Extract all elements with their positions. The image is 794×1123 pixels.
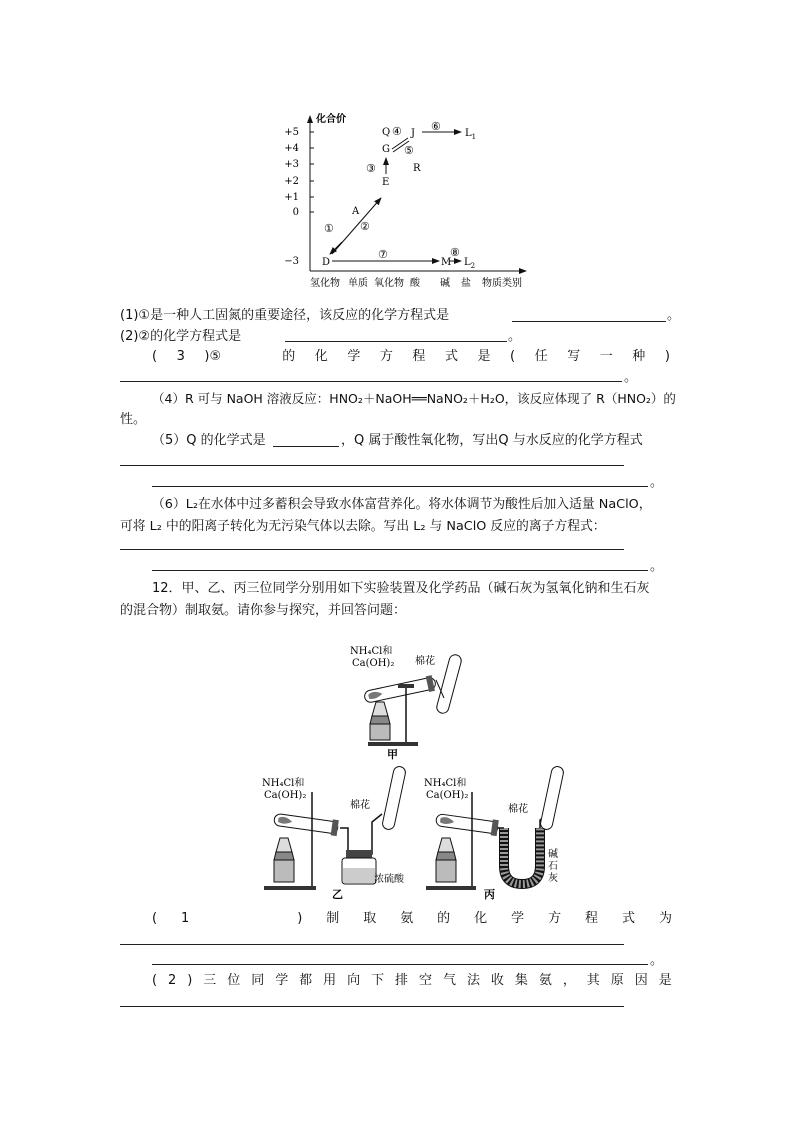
yi-reagent-line2: Ca(OH)₂ <box>264 790 307 801</box>
apparatus-bing <box>418 762 578 902</box>
p2-c13: 气 <box>442 973 456 988</box>
point-J: J <box>411 128 416 139</box>
tick-p1: +1 <box>284 192 299 203</box>
p2-c14: 法 <box>466 973 480 988</box>
target-L1: $L_1$ <box>465 128 477 141</box>
p1-c4: 取 <box>363 911 377 926</box>
p2-c9: 向 <box>347 973 361 988</box>
tick-m3: −3 <box>284 256 299 267</box>
yi-alcohol-lamp <box>274 838 294 882</box>
bing-reagent-line2: Ca(OH)₂ <box>426 790 469 801</box>
x-axis-label: 物质类别 <box>482 278 522 289</box>
yi-label: 乙 <box>332 888 343 901</box>
edge-label-7: ⑦ <box>378 248 388 261</box>
p1-c3: 制 <box>326 911 340 926</box>
question-3 <box>152 348 670 366</box>
p2-c20: 原 <box>610 973 624 988</box>
y-ticks <box>284 127 299 267</box>
p2-c22: 是 <box>658 973 672 988</box>
apparatus-yi <box>258 762 430 902</box>
question-2-text: (2)②的化学方程式是 <box>120 329 242 344</box>
point-E: E <box>382 177 390 188</box>
bing-label: 丙 <box>484 888 495 901</box>
lime-char-1: 碱 <box>548 849 558 860</box>
answer-blank-p1a[interactable] <box>120 944 624 945</box>
p2-c15: 收 <box>490 973 504 988</box>
answer-blank-3[interactable] <box>120 381 622 382</box>
p1-c5: 氨 <box>400 911 414 926</box>
yi-acid-bottle <box>342 850 376 884</box>
p2-c18: ， <box>562 973 576 988</box>
question-3-end: 。 <box>624 370 638 385</box>
answer-blank-6b[interactable] <box>152 570 648 571</box>
p2-c10: 下 <box>371 973 385 988</box>
cat-salt: 盐 <box>461 278 471 289</box>
edge-label-5: ⑤ <box>404 144 414 157</box>
edge-label-8: ⑧ <box>450 246 460 259</box>
q3-c4: 化 <box>314 349 328 364</box>
bing-collect-tube <box>539 765 564 830</box>
question-6-line2: 可将 L₂ 中的阳离子转化为无污染气体以去除。写出 L₂ 与 NaClO 反应的离子方程式： <box>120 519 606 534</box>
edge-label-2: ② <box>360 220 370 233</box>
bing-lime-label <box>548 847 561 884</box>
p2-c2: ) <box>187 973 193 988</box>
cat-base: 碱 <box>440 278 450 289</box>
jia-label: 甲 <box>387 748 398 760</box>
q3-c15: ) <box>664 349 670 364</box>
edge-label-6: ⑥ <box>431 120 441 133</box>
bing-reagent-line1: NH₄Cl和 <box>424 778 467 789</box>
question-5-end: 。 <box>650 475 664 490</box>
answer-blank-6a[interactable] <box>120 549 624 550</box>
yi-acid-label: 浓硫酸 <box>374 874 404 885</box>
question-1-text: (1)①是一种人工固氮的重要途径，该反应的化学方程式是 <box>120 308 450 323</box>
question-5-text: （5）Q 的化学式是 <box>152 433 266 448</box>
part-1-question <box>152 910 672 928</box>
tick-0: 0 <box>292 207 299 218</box>
p2-c16: 集 <box>514 973 528 988</box>
edge-label-3: ③ <box>366 162 376 175</box>
p1-c9: 方 <box>548 911 562 926</box>
p2-c12: 空 <box>419 973 433 988</box>
answer-blank-p2[interactable] <box>120 1006 624 1007</box>
target-L2: $L_2$ <box>464 257 476 270</box>
answer-blank-1[interactable] <box>512 321 666 322</box>
question-1 <box>120 307 449 325</box>
p1-c10: 程 <box>585 911 599 926</box>
question-6-end: 。 <box>650 559 664 574</box>
answer-blank-2[interactable] <box>285 341 507 342</box>
q3-c2: )⑤ <box>204 349 222 364</box>
edge-label-1: ① <box>324 222 334 235</box>
p2-c19: 其 <box>586 973 600 988</box>
answer-blank-5b[interactable] <box>120 465 624 466</box>
point-G: G <box>382 144 390 155</box>
bing-alcohol-lamp <box>436 838 456 882</box>
point-M: M <box>441 257 452 268</box>
question-2 <box>120 328 241 346</box>
question-6-line1: （6）L₂在水体中过多蓄积会导致水体富营养化。将水体调节为酸性后加入适量 NaClO， <box>152 497 652 512</box>
p2-c11: 排 <box>395 973 409 988</box>
bing-u-tube <box>504 828 540 884</box>
p2-c3: 三 <box>203 973 217 988</box>
lime-char-2: 石 <box>548 861 558 872</box>
question-4-line1: （4）R 可与 NaOH 溶液反应：HNO₂＋NaOH══NaNO₂＋H₂O，该反应体现了 R（HNO₂）的 <box>152 391 676 406</box>
answer-blank-5c[interactable] <box>152 486 648 487</box>
p1-c1: 1 <box>181 911 190 926</box>
part-2-question <box>152 972 672 990</box>
p2-c8: 用 <box>323 973 337 988</box>
question-5-mid: ，Q 属于酸性氧化物，写出Q 与水反应的化学方程式 <box>341 433 643 448</box>
question-2-end: 。 <box>508 329 522 344</box>
q3-c12: 写 <box>567 349 581 364</box>
cat-acid: 酸 <box>410 278 420 289</box>
q3-c8: 式 <box>444 349 458 364</box>
tick-p2: +2 <box>284 176 299 187</box>
q3-c11: 任 <box>534 349 548 364</box>
yi-test-tube <box>273 811 339 836</box>
p2-c0: ( <box>152 973 158 988</box>
p2-c4: 位 <box>227 973 241 988</box>
question-4-line2: 性。 <box>120 412 147 427</box>
valence-diagram <box>280 108 550 293</box>
q3-c10: ( <box>510 349 516 364</box>
q3-c13: 一 <box>599 349 613 364</box>
lime-char-3: 灰 <box>548 873 558 884</box>
jia-reagent-line2: Ca(OH)₂ <box>352 658 395 669</box>
question-12-line1: 12．甲、乙、丙三位同学分别用如下实验装置及化学药品（碱石灰为氢氧化钠和生石灰 <box>152 581 650 596</box>
p1-c12: 为 <box>658 911 672 926</box>
p1-c11: 式 <box>622 911 636 926</box>
p1-c7: 化 <box>474 911 488 926</box>
point-A: A <box>352 206 360 217</box>
p2-c7: 都 <box>299 973 313 988</box>
point-D: D <box>322 257 331 268</box>
q3-c6: 方 <box>379 349 393 364</box>
cat-hydride: 氢化物 <box>310 278 340 289</box>
point-R: R <box>413 163 421 174</box>
tick-p3: +3 <box>284 159 299 170</box>
p2-c6: 学 <box>275 973 289 988</box>
jia-test-tube <box>363 675 437 706</box>
question-12-line2: 的混合物）制取氨。请你参与探究，并回答问题： <box>120 603 407 618</box>
edge-label-4: ④ <box>392 125 402 138</box>
tick-p5: +5 <box>284 127 299 138</box>
p2-c17: 氨 <box>538 973 552 988</box>
x-categories <box>310 276 522 289</box>
yi-cotton-label: 棉花 <box>350 800 370 811</box>
p1-c6: 的 <box>437 911 451 926</box>
q3-c3: 的 <box>282 349 296 364</box>
arrow-D-to-A <box>330 242 342 254</box>
q3-c14: 种 <box>632 349 646 364</box>
p1-c2: ) <box>297 911 303 926</box>
q3-c5: 学 <box>347 349 361 364</box>
jia-reagent-line1: NH₄Cl和 <box>350 646 393 657</box>
cat-oxide: 氧化物 <box>374 278 404 289</box>
part-1-end: 。 <box>650 953 664 968</box>
question-5 <box>152 432 266 450</box>
p2-c1: 2 <box>168 973 177 988</box>
q3-c9: 是 <box>477 349 491 364</box>
q3-c7: 程 <box>412 349 426 364</box>
yi-reagent-line1: NH₄Cl和 <box>262 778 305 789</box>
bing-test-tube <box>435 812 499 836</box>
jia-collect-tube <box>435 653 462 714</box>
jia-cotton-label: 棉花 <box>415 656 435 667</box>
p2-c5: 同 <box>251 973 265 988</box>
cat-element: 单质 <box>348 278 368 289</box>
q3-c1: 3 <box>176 349 185 364</box>
question-1-end: 。 <box>667 308 681 323</box>
jia-alcohol-lamp <box>370 702 390 740</box>
bing-cotton-label: 棉花 <box>508 804 528 815</box>
yi-collect-tube <box>381 765 406 830</box>
answer-blank-p1b[interactable] <box>152 964 648 965</box>
p1-c0: ( <box>152 911 158 926</box>
q3-c0: ( <box>152 349 158 364</box>
p2-c21: 因 <box>634 973 648 988</box>
apparatus-jia <box>340 640 480 760</box>
p1-c8: 学 <box>511 911 525 926</box>
answer-blank-5a[interactable] <box>273 446 339 447</box>
point-Q: Q <box>382 127 391 138</box>
y-axis-label: 化合价 <box>316 114 346 125</box>
tick-p4: +4 <box>284 143 299 154</box>
